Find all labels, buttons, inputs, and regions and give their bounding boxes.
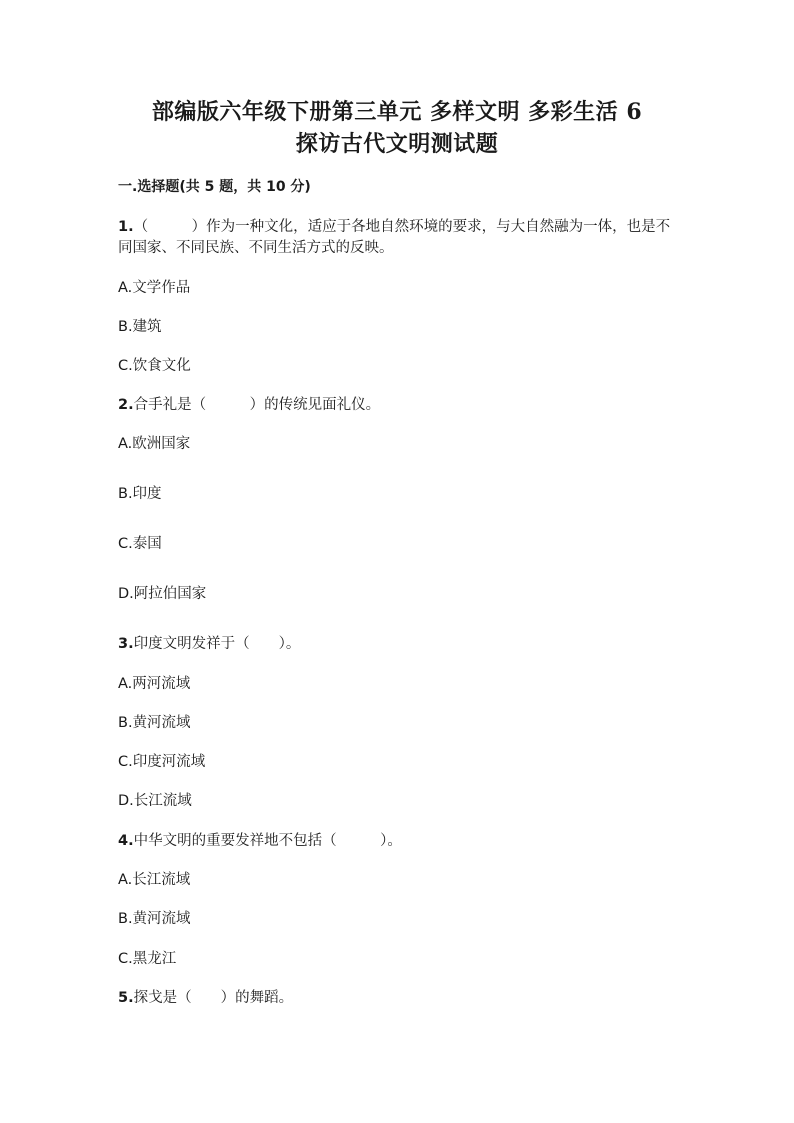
question-4-option-c: C.黑龙江 xyxy=(118,951,177,967)
question-number: 3. xyxy=(118,636,134,652)
question-text: 印度文明发祥于（ ）。 xyxy=(133,636,301,652)
question-3 xyxy=(118,634,678,655)
question-text: 探戈是（ ）的舞蹈。 xyxy=(133,990,294,1006)
question-2-option-c: C.泰国 xyxy=(118,536,162,552)
question-number: 2. xyxy=(118,397,134,413)
question-3-option-b: B.黄河流域 xyxy=(118,715,191,731)
question-1-option-c: C.饮食文化 xyxy=(118,358,191,374)
question-2 xyxy=(118,395,678,416)
question-2-option-d: D.阿拉伯国家 xyxy=(118,586,207,602)
document-title-line-1: 部编版六年级下册第三单元 多样文明 多彩生活 6 xyxy=(151,99,643,125)
question-number: 4. xyxy=(118,833,134,849)
question-3-option-a: A.两河流域 xyxy=(118,676,191,692)
question-1 xyxy=(118,217,678,259)
section-heading: 一.选择题(共 5 题，共 10 分) xyxy=(118,179,311,195)
question-number: 5. xyxy=(118,990,134,1006)
question-3-option-c: C.印度河流域 xyxy=(118,754,206,770)
question-1-option-a: A.文学作品 xyxy=(118,280,191,296)
question-text: 中华文明的重要发祥地不包括（ ）。 xyxy=(133,833,402,849)
question-2-option-a: A.欧洲国家 xyxy=(118,436,191,452)
question-4-option-a: A.长江流域 xyxy=(118,872,191,888)
question-3-option-d: D.长江流域 xyxy=(118,793,192,809)
document-title-line-2: 探访古代文明测试题 xyxy=(295,131,499,157)
question-4 xyxy=(118,831,678,852)
question-5 xyxy=(118,988,678,1009)
question-text: （ ）作为一种文化，适应于各地自然环境的要求，与大自然融为一体，也是不同国家、不同民族、不同生活方式的反映。 xyxy=(118,219,671,256)
question-text: 合手礼是（ ）的传统见面礼仪。 xyxy=(133,397,381,413)
question-2-option-b: B.印度 xyxy=(118,486,162,502)
question-number: 1. xyxy=(118,219,134,235)
question-4-option-b: B.黄河流域 xyxy=(118,911,191,927)
question-1-option-b: B.建筑 xyxy=(118,319,162,335)
